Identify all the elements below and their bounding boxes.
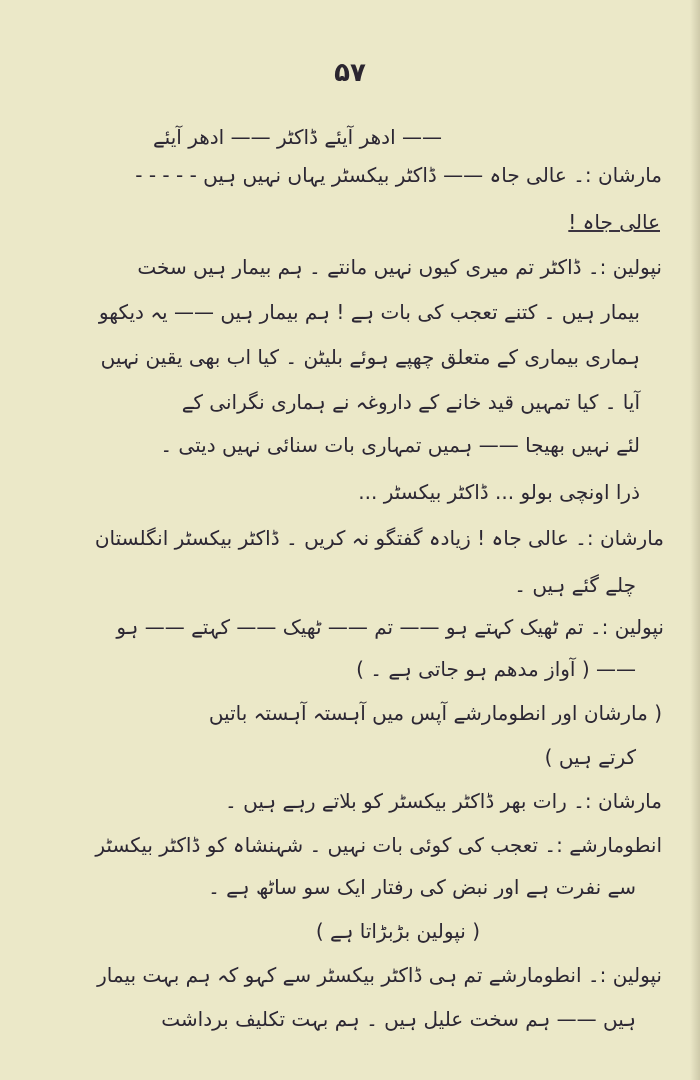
text-line-12: نپولین :۔ تم ٹھیک کہتے ہو —— تم —— ٹھیک —— کہتے —— ہو (116, 615, 664, 639)
text-line-13: —— ( آواز مدھم ہو جاتی ہے ۔ ) (356, 657, 636, 681)
text-line-8: لئے نہیں بھیجا —— ہمیں تمہاری بات سنائی نہیں دیتی ۔ (160, 433, 640, 457)
page-number: ۵۷ (334, 58, 366, 88)
text-line-16: مارشان :۔ رات بھر ڈاکٹر بیکسٹر کو بلاتے رہے ہیں ۔ (225, 789, 662, 813)
text-line-10: مارشان :۔ عالی جاہ ! زیادہ گفتگو نہ کریں ۔ ڈاکٹر بیکسٹر انگلستان (94, 526, 664, 550)
text-line-6: ہماری بیماری کے متعلق چھپے ہوئے بلیٹن ۔ کیا اب بھی یقین نہیں (100, 345, 640, 369)
text-line-3: عالی جاہ ! (568, 210, 660, 234)
text-line-11: چلے گئے ہیں ۔ (514, 573, 636, 597)
text-line-1: —— ادھر آیئے ڈاکٹر —— ادھر آیئے (152, 125, 442, 149)
text-line-4: نپولین :۔ ڈاکٹر تم میری کیوں نہیں مانتے ۔ ہم بیمار ہیں سخت (137, 255, 662, 279)
text-line-9: ذرا اونچی بولو ... ڈاکٹر بیکسٹر ... (358, 480, 640, 504)
text-line-7: آیا ۔ کیا تمہیں قید خانے کے داروغہ نے ہماری نگرانی کے (181, 390, 640, 414)
text-line-14: ( مارشان اور انطومارشے آپس میں آہستہ آہستہ باتیں (208, 701, 662, 725)
text-line-21: ہیں —— ہم سخت علیل ہیں ۔ ہم بہت تکلیف برداشت (161, 1007, 636, 1031)
text-line-19: ( نپولین بڑبڑاتا ہے ) (315, 919, 480, 943)
text-line-2: مارشان :۔ عالی جاہ —— ڈاکٹر بیکسٹر یہاں نہیں ہیں - - - - - (135, 163, 662, 187)
text-line-17: انطومارشے :۔ تعجب کی کوئی بات نہیں ۔ شہنشاہ کو ڈاکٹر بیکسٹر (95, 833, 662, 857)
text-line-20: نپولین :۔ انطومارشے تم ہی ڈاکٹر بیکسٹر سے کہو کہ ہم بہت بیمار (97, 963, 662, 987)
text-line-5: بیمار ہیں ۔ کتنے تعجب کی بات ہے ! ہم بیمار ہیں —— یہ دیکھو (98, 300, 640, 324)
text-line-18: سے نفرت ہے اور نبض کی رفتار ایک سو ساٹھ ہے ۔ (208, 875, 636, 899)
text-line-15: کرتے ہیں ) (544, 745, 636, 769)
page-edge-shadow (690, 0, 700, 1080)
